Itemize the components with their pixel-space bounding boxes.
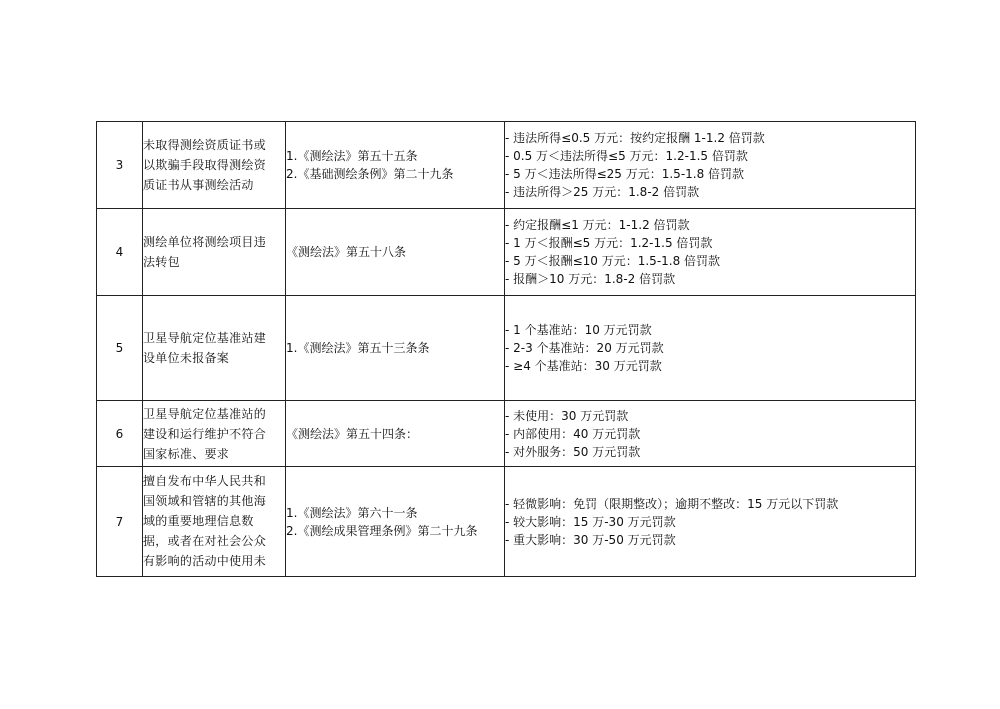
penalty-table [96,121,916,577]
table-row [97,467,916,577]
penalty-standard [505,209,916,296]
text-line: - ≥4 个基准站：30 万元罚款 [505,359,662,373]
text-line: 国家标准、要求 [143,446,230,461]
text-line: - 对外服务：50 万元罚款 [505,444,641,459]
text-line: 国领域和管辖的其他海 [143,494,267,508]
text-line: 以欺骗手段取得测绘资 [143,158,267,172]
text-line: 据，或者在对社会公众 [143,534,267,548]
text-line: 域的重要地理信息数 [143,514,254,528]
text-line: 设单位未报备案 [143,351,230,365]
legal-basis [286,467,505,577]
text-line: - 内部使用：40 万元罚款 [505,426,641,441]
penalty-standard [505,401,916,467]
text-line: - 较大影响：15 万-30 万元罚款 [505,514,676,529]
table-row [97,296,916,401]
text-line: - 未使用：30 万元罚款 [505,408,629,423]
text-line: 卫星导航定位基准站建 [143,331,267,345]
violation-description [143,296,286,401]
violation-description [143,401,286,467]
text-line: - 1 个基准站：10 万元罚款 [505,323,652,337]
penalty-standard [505,296,916,401]
text-line: - 1 万＜报酬≤5 万元：1.2-1.5 倍罚款 [505,236,713,250]
text-line: - 违法所得＞25 万元：1.8-2 倍罚款 [505,185,700,199]
row-number: 6 [97,401,143,467]
text-line: 建设和运行维护不符合 [143,426,267,441]
violation-description [143,122,286,209]
text-line: 卫星导航定位基准站的 [143,406,267,421]
text-line: - 5 万＜报酬≤10 万元：1.5-1.8 倍罚款 [505,254,721,268]
legal-basis [286,122,505,209]
row-number: 7 [97,467,143,577]
legal-basis [286,401,505,467]
text-line: - 轻微影响：免罚（限期整改）；逾期不整改：15 万元以下罚款 [505,496,839,511]
legal-basis [286,209,505,296]
text-line: - 重大影响：30 万-50 万元罚款 [505,532,676,547]
penalty-standard [505,122,916,209]
text-line: - 违法所得≤0.5 万元：按约定报酬 1-1.2 倍罚款 [505,131,765,145]
violation-description [143,467,286,577]
text-line: 法转包 [143,255,180,269]
text-line: 《测绘法》第五十四条： [286,426,419,441]
text-line: 《测绘法》第五十八条 [286,245,407,259]
table-row [97,122,916,209]
legal-basis [286,296,505,401]
violation-description [143,209,286,296]
text-line: 测绘单位将测绘项目违 [143,235,267,249]
text-line: - 报酬＞10 万元：1.8-2 倍罚款 [505,272,676,286]
text-line: 擅自发布中华人民共和 [143,474,267,488]
table-row [97,209,916,296]
text-line: 2.《测绘成果管理条例》第二十九条 [286,523,478,538]
text-line: - 2-3 个基准站：20 万元罚款 [505,341,664,355]
row-number: 4 [97,209,143,296]
text-line: 质证书从事测绘活动 [143,178,254,192]
text-line: - 约定报酬≤1 万元：1-1.2 倍罚款 [505,218,690,232]
text-line: 1.《测绘法》第五十三条条 [286,341,430,355]
row-number: 3 [97,122,143,209]
table-row [97,401,916,467]
text-line: 有影响的活动中使用未 [143,554,267,568]
text-line: 1.《测绘法》第六十一条 [286,505,418,520]
text-line: 1.《测绘法》第五十五条 [286,149,418,163]
text-line: - 0.5 万＜违法所得≤5 万元：1.2-1.5 倍罚款 [505,149,748,163]
text-line: - 5 万＜违法所得≤25 万元：1.5-1.8 倍罚款 [505,167,745,181]
row-number: 5 [97,296,143,401]
text-line: 未取得测绘资质证书或 [143,138,267,152]
text-line: 2.《基础测绘条例》第二十九条 [286,167,454,181]
penalty-standard [505,467,916,577]
